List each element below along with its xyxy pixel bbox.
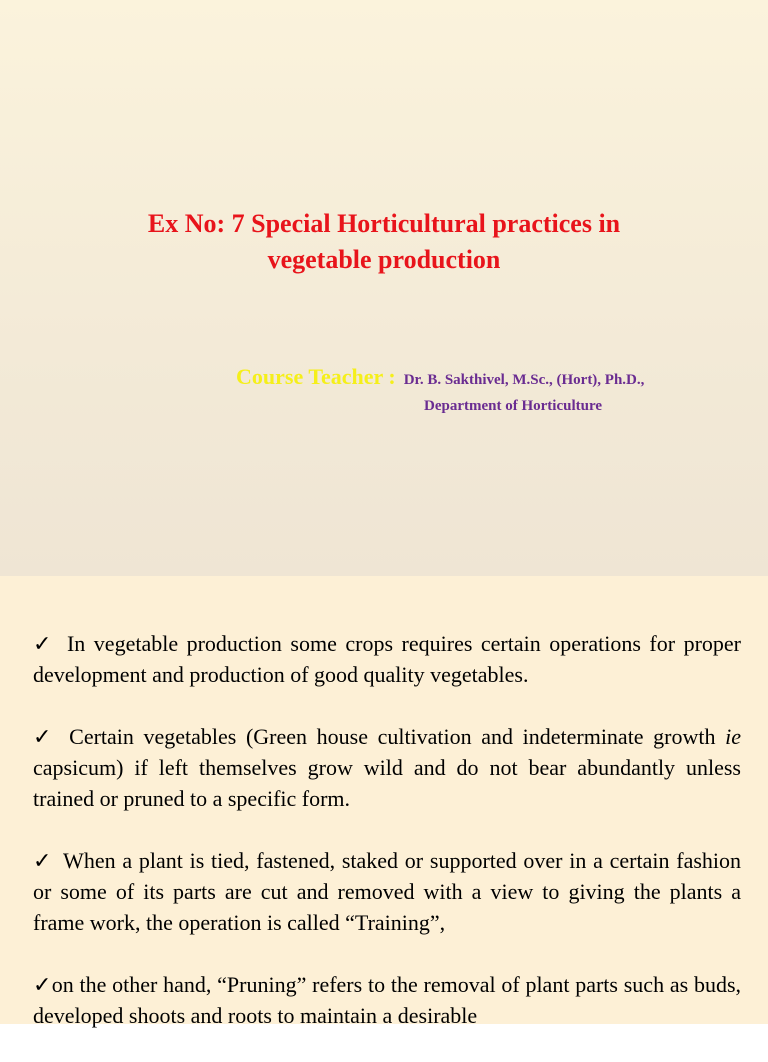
paragraph-emphasis: ie bbox=[725, 724, 742, 749]
paragraph-text: on the other hand, “Pruning” refers to the removal of plant parts such as buds, developed shoots and roots to maintain a desirable bbox=[33, 972, 742, 1028]
check-icon: ✓ bbox=[33, 848, 53, 873]
title-line-2: vegetable production bbox=[267, 245, 501, 274]
course-teacher bbox=[236, 364, 644, 390]
title-line-1: Ex No: 7 Special Horticultural practices in bbox=[147, 209, 621, 238]
paragraph-text: Certain vegetables (Green house cultivation and indeterminate growth bbox=[59, 724, 726, 749]
teacher-name: Dr. B. Sakthivel, M.Sc., (Hort), Ph.D., bbox=[403, 372, 645, 388]
check-icon: ✓ bbox=[33, 631, 55, 656]
teacher-label: Course Teacher : bbox=[236, 364, 396, 389]
slide-title bbox=[0, 206, 768, 278]
paragraph-text: In vegetable production some crops requires certain operations for proper development and production of good quality vegetables. bbox=[33, 631, 741, 687]
paragraph-text: capsicum) if left themselves grow wild and do not bear abundantly unless trained or pruned to a specific form. bbox=[33, 755, 741, 811]
bullet-paragraph-3 bbox=[33, 845, 741, 938]
bullet-paragraph-1 bbox=[33, 628, 741, 690]
bullet-list bbox=[33, 628, 741, 1062]
bullet-paragraph-4 bbox=[33, 969, 741, 1031]
department: Department of Horticulture bbox=[424, 398, 603, 414]
check-icon: ✓ bbox=[33, 972, 52, 997]
content-slide bbox=[0, 576, 768, 1028]
bullet-paragraph-2 bbox=[33, 721, 741, 814]
check-icon: ✓ bbox=[33, 724, 56, 749]
paragraph-text: When a plant is tied, fastened, staked or supported over in a certain fashion or some of its parts are cut and removed with a view to giving the plants a frame work, the operation is called “Training”, bbox=[33, 848, 742, 935]
